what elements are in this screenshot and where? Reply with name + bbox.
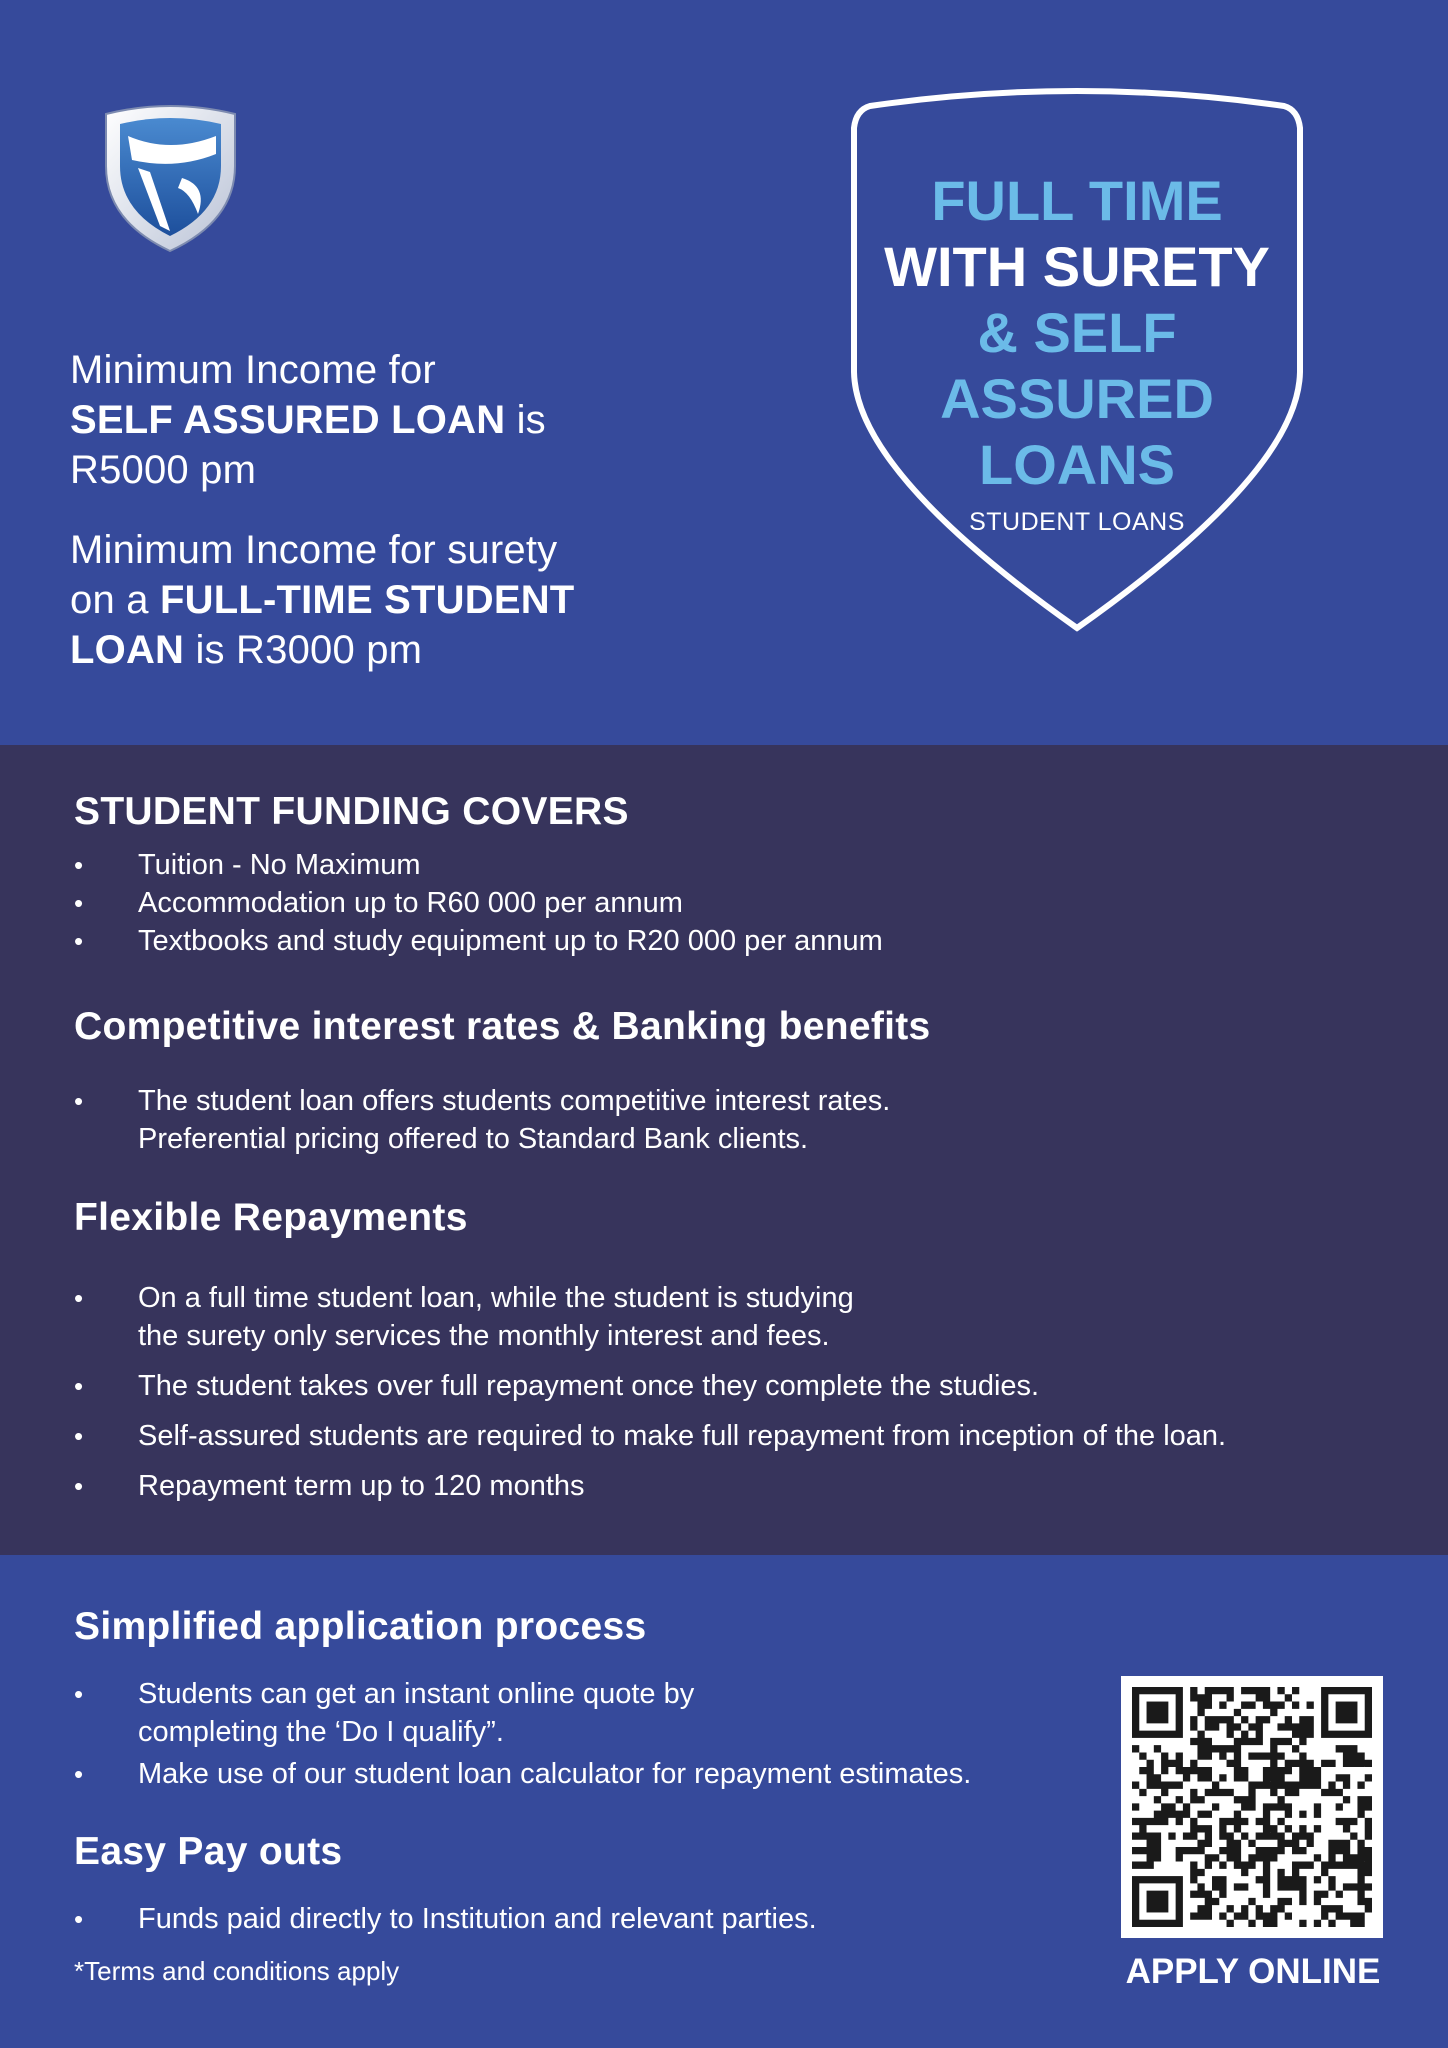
payouts-heading: Easy Pay outs <box>74 1830 343 1873</box>
terms-note: *Terms and conditions apply <box>74 1956 400 1986</box>
funding-list <box>74 846 883 960</box>
qr-code[interactable] <box>1121 1676 1383 1938</box>
list-item: • Self-assured students are required to make full repayment from inception of the loan. <box>74 1417 1226 1455</box>
shield-subtitle: STUDENT LOANS <box>969 508 1185 536</box>
repayments-heading: Flexible Repayments <box>74 1196 468 1239</box>
list-item: • Accommodation up to R60 000 per annum <box>74 884 883 922</box>
list-item: • On a full time student loan, while the student is studying the surety only services the monthly interest and fees. <box>74 1279 1226 1355</box>
standard-bank-logo-icon <box>98 96 243 253</box>
rates-heading: Competitive interest rates & Banking benefits <box>74 1005 931 1048</box>
list-item: • Repayment term up to 120 months <box>74 1467 1226 1505</box>
list-item: • The student loan offers students competitive interest rates. Preferential pricing offered to Standard Bank clients. <box>74 1082 890 1158</box>
application-list <box>74 1675 971 1793</box>
rates-list <box>74 1082 890 1158</box>
list-item: • Tuition - No Maximum <box>74 846 883 884</box>
list-item: • Students can get an instant online quote by completing the ‘Do I qualify”. <box>74 1675 971 1751</box>
repayments-list <box>74 1279 1226 1505</box>
shield-title: FULL TIME WITH SURETY & SELF ASSURED LOANS <box>884 169 1270 496</box>
list-item: • Funds paid directly to Institution and relevant parties. <box>74 1900 817 1938</box>
qr-code-icon <box>1132 1687 1372 1927</box>
list-item: • The student takes over full repayment once they complete the studies. <box>74 1367 1226 1405</box>
apply-online-label[interactable]: APPLY ONLINE <box>1125 1952 1381 1991</box>
self-assured-income-text: Minimum Income for SELF ASSURED LOAN is R5000 pm <box>70 348 546 492</box>
funding-heading: STUDENT FUNDING COVERS <box>74 790 629 833</box>
list-item: • Make use of our student loan calculator for repayment estimates. <box>74 1755 971 1793</box>
list-item: • Textbooks and study equipment up to R20 000 per annum <box>74 922 883 960</box>
payouts-list <box>74 1900 817 1938</box>
application-heading: Simplified application process <box>74 1605 647 1648</box>
surety-income-text: Minimum Income for surety on a FULL-TIME STUDENT LOAN is R3000 pm <box>70 528 575 672</box>
